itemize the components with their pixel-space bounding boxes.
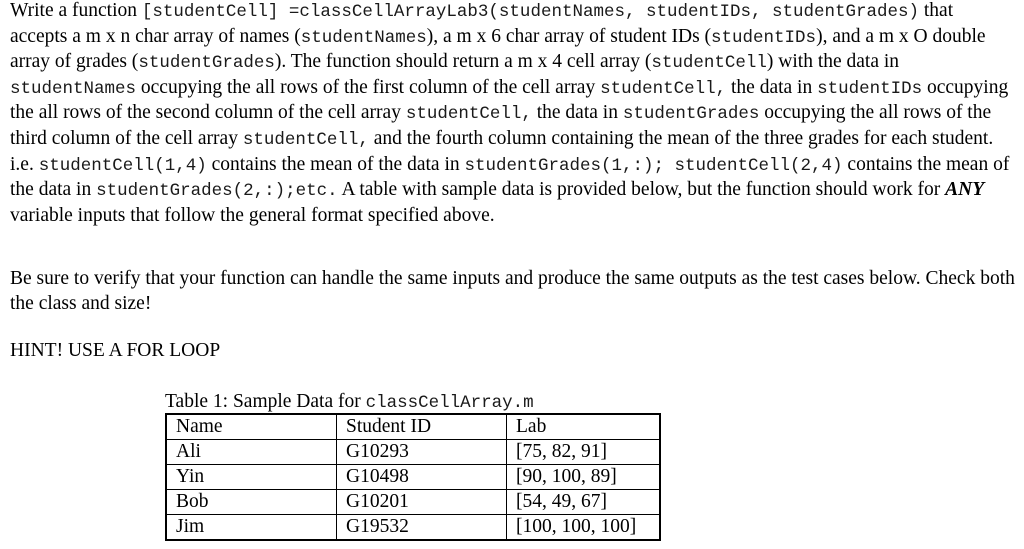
code-term: studentGrades(2,:);etc. xyxy=(96,181,338,202)
header-name: Name xyxy=(166,414,337,440)
emphasis-any: ANY xyxy=(945,179,985,201)
table-caption xyxy=(165,390,534,415)
text-span: occupying the all rows of the first column of the cell array xyxy=(136,76,601,98)
code-term: studentNames xyxy=(300,27,427,48)
cell-lab: [100, 100, 100] xyxy=(507,515,661,541)
verification-note: Be sure to verify that your function can handle the same inputs and produce the same outputs as the test cases below. Check both the class and size! xyxy=(10,268,1015,314)
caption-text: Table 1: Sample Data for xyxy=(165,391,366,412)
code-term: studentGrades(1,:); studentCell(2,4) xyxy=(464,155,843,176)
code-term: studentIDs xyxy=(711,27,817,48)
problem-description xyxy=(10,0,1015,228)
code-term: studentCell, xyxy=(242,129,369,150)
cell-student-id: G10293 xyxy=(337,440,507,465)
caption-filename: classCellArray.m xyxy=(365,393,534,413)
cell-name: Ali xyxy=(166,440,337,465)
cell-name: Jim xyxy=(166,515,337,541)
cell-student-id: G10498 xyxy=(337,465,507,490)
cell-lab: [54, 49, 67] xyxy=(507,490,661,515)
sample-data-table xyxy=(165,413,661,541)
text-span: contains the mean of the data in xyxy=(10,153,1010,201)
text-span: A table with sample data is provided below, but the function should work for xyxy=(337,179,946,201)
code-term: studentCell(1,4) xyxy=(38,155,207,176)
header-lab: Lab xyxy=(507,414,661,440)
text-span: ), and a m x O double array of grades ( xyxy=(10,25,986,73)
cell-lab: [75, 82, 91] xyxy=(507,440,661,465)
cell-student-id: G10201 xyxy=(337,490,507,515)
table-header-row xyxy=(166,414,660,440)
text-span: Write a function xyxy=(10,0,142,21)
code-term: studentCell xyxy=(651,53,767,74)
text-span: ), a m x 6 char array of student IDs ( xyxy=(426,25,712,47)
code-term: studentGrades xyxy=(622,104,760,125)
cell-name: Yin xyxy=(166,465,337,490)
cell-name: Bob xyxy=(166,490,337,515)
table-row xyxy=(166,515,660,541)
cell-student-id: G19532 xyxy=(337,515,507,541)
text-span: the data in xyxy=(531,102,623,124)
hint: HINT! USE A FOR LOOP xyxy=(10,340,221,361)
text-span: contains the mean of the data in xyxy=(206,153,465,175)
text-span: ) with the data in xyxy=(766,51,900,73)
text-span: occupying the all rows of the third column of the cell array xyxy=(10,102,992,149)
text-span: the data in xyxy=(726,76,818,98)
text-span: occupying the all rows of the second column of the cell array xyxy=(10,76,1009,124)
code-term: studentNames xyxy=(10,78,137,99)
code-term: studentCell, xyxy=(405,104,532,125)
text-span: variable inputs that follow the general format specified above. xyxy=(10,204,495,226)
cell-lab: [90, 100, 89] xyxy=(507,465,661,490)
code-term: studentIDs xyxy=(817,78,923,99)
code-term: studentGrades xyxy=(138,53,275,74)
text-span: ). The function should return a m x 4 cell array ( xyxy=(274,51,652,73)
table-row xyxy=(166,440,660,465)
function-signature: [studentCell] =classCellArrayLab3(studentNames, studentIDs, studentGrades) xyxy=(141,2,920,22)
table-row xyxy=(166,465,660,490)
header-student-id: Student ID xyxy=(337,414,507,440)
text-span: that accepts a m x n char array of names ( xyxy=(10,0,954,47)
text-span: and the fourth column containing the mean of the three grades for each student. i.e. xyxy=(10,127,994,175)
table-row xyxy=(166,490,660,515)
code-term: studentCell, xyxy=(600,78,727,99)
